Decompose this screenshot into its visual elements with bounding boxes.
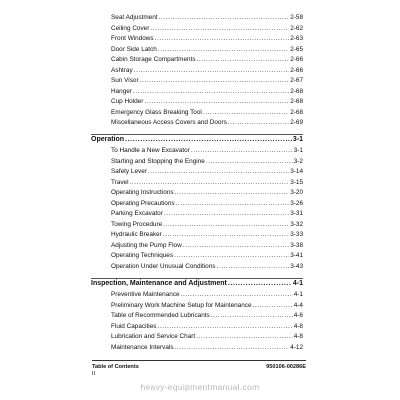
leader-dots: [150, 25, 289, 33]
toc-entry-title: Seat Adjustment: [111, 14, 158, 21]
toc-entry-page: 2-69: [290, 119, 303, 126]
toc-entry-page: 3-33: [290, 231, 303, 238]
toc-entry-title: Operating Instructions: [111, 189, 174, 196]
toc-entry-title: Hydraulic Breaker: [111, 231, 162, 238]
toc-entry: [111, 35, 303, 43]
toc-entry-title: Operating Techniques: [111, 252, 174, 259]
toc-entry-page: 3-38: [290, 241, 303, 249]
section-title: Operation: [91, 136, 125, 143]
toc-entry-page: 3-14: [290, 168, 303, 175]
toc-entry: [111, 56, 303, 64]
section-divider: [91, 278, 303, 279]
toc-entry: [111, 14, 303, 22]
leader-dots: [134, 67, 290, 75]
toc-section-heading: [91, 136, 303, 144]
leader-dots: [203, 109, 289, 117]
toc-entry: [111, 88, 303, 96]
page-footer: [92, 360, 306, 377]
toc-entry-title: Parking Excavator: [111, 210, 163, 217]
leader-dots: [183, 242, 290, 250]
toc-entry: [111, 252, 303, 260]
toc-entry-page: 2-68: [290, 98, 303, 105]
toc-entry-title: Operating Precautions: [111, 199, 175, 207]
toc-entry-title: Ceiling Cover: [111, 24, 150, 32]
leader-dots: [174, 252, 289, 260]
toc-entry-page: 3-32: [290, 220, 303, 228]
leader-dots: [176, 200, 290, 208]
toc-entry: [111, 25, 303, 33]
toc-entry: [111, 179, 303, 187]
toc-entry-page: 2-65: [290, 45, 303, 53]
toc-entry-page: 4-6: [293, 312, 303, 319]
leader-dots: [228, 280, 292, 288]
leader-dots: [163, 221, 289, 229]
toc-entry-page: 3-15: [290, 178, 303, 186]
toc-entry: [111, 302, 303, 310]
toc-entry-page: 3-2: [293, 157, 303, 165]
leader-dots: [181, 291, 293, 299]
toc-entry-page: 3-26: [290, 199, 303, 207]
leader-dots: [158, 46, 289, 54]
toc-entry: [111, 221, 303, 229]
toc-entry-page: 3-1: [293, 147, 303, 154]
toc-entry: [111, 312, 303, 320]
toc-entry: [111, 168, 303, 176]
toc-entry-page: 3-43: [290, 262, 303, 270]
toc-entry-page: 4-8: [293, 333, 303, 340]
leader-dots: [144, 98, 289, 106]
toc-entry: [111, 98, 303, 106]
toc-entry-title: Adjusting the Pump Flow: [111, 241, 182, 249]
toc-entry-page: 2-66: [290, 56, 303, 63]
toc-entry: [111, 77, 303, 85]
toc-entry: [111, 231, 303, 239]
toc-entry-page: 3-31: [290, 210, 303, 217]
leader-dots: [130, 179, 290, 187]
toc-entry-title: Sun Visor: [111, 77, 139, 84]
toc-entry-page: 2-67: [290, 77, 303, 84]
toc-entry-title: Fluid Capacities: [111, 322, 157, 330]
toc-entry-title: Lubrication and Service Chart: [111, 333, 196, 340]
toc-entry: [111, 242, 303, 250]
toc-entry: [111, 189, 303, 197]
leader-dots: [206, 158, 293, 166]
section-divider: [91, 134, 303, 135]
toc-entry: [111, 323, 303, 331]
toc-entry-title: Front Windows: [111, 35, 154, 42]
leader-dots: [125, 136, 292, 144]
toc-entry-title: Hanger: [111, 87, 132, 95]
toc-entry-page: 2-68: [290, 87, 303, 95]
toc-entry: [111, 344, 303, 352]
toc-entry-page: 2-66: [290, 66, 303, 74]
toc-entry-page: 4-4: [293, 301, 303, 309]
toc-entry-title: Table of Recommended Lubricants: [111, 312, 210, 319]
toc-entry-page: 4-1: [293, 291, 303, 298]
toc-entry-title: Towing Procedure: [111, 220, 163, 228]
toc-entry: [111, 263, 303, 271]
footer-title: Table of Contents: [92, 364, 139, 370]
toc-entry: [111, 291, 303, 299]
leader-dots: [140, 77, 290, 85]
footer-page-number: II: [92, 371, 96, 377]
toc-section-heading: [91, 280, 303, 288]
leader-dots: [155, 35, 290, 43]
toc-entry-page: 4-8: [293, 322, 303, 330]
toc-entry: [111, 333, 303, 341]
toc-entry: [111, 67, 303, 75]
leader-dots: [253, 302, 293, 310]
toc-entry-page: 2-63: [290, 35, 303, 42]
leader-dots: [148, 168, 289, 176]
leader-dots: [197, 56, 290, 64]
toc-entry-title: Ashtray: [111, 66, 133, 74]
toc-entry-title: Emergency Glass Breaking Tool: [111, 108, 202, 116]
toc-entry: [111, 158, 303, 166]
toc-entry-title: Safety Lever: [111, 168, 147, 175]
toc-entry-page: 2-58: [290, 14, 303, 21]
toc-entry-page: 4-12: [290, 343, 303, 351]
toc-entry-title: Maintenance Intervals: [111, 343, 174, 351]
leader-dots: [175, 344, 290, 352]
toc-entry: [111, 109, 303, 117]
toc-entry: [111, 210, 303, 218]
toc-entry-page: 3-20: [290, 189, 303, 196]
leader-dots: [216, 263, 289, 271]
toc-entry: [111, 46, 303, 54]
toc-entry-title: Miscellaneous Access Covers and Doors: [111, 119, 227, 126]
leader-dots: [175, 189, 290, 197]
toc-entry: [111, 147, 303, 155]
section-title: Inspection, Maintenance and Adjustment: [91, 280, 227, 287]
toc-entry-title: Cup Holder: [111, 98, 144, 105]
toc-entry-title: Operation Under Unusual Conditions: [111, 262, 216, 270]
toc-entry-title: Preliminary Work Machine Setup for Maintenance: [111, 301, 252, 309]
leader-dots: [157, 323, 292, 331]
toc-entry-page: 2-68: [290, 108, 303, 116]
toc-entry-title: Travel: [111, 178, 129, 186]
toc-entry-title: Starting and Stopping the Engine: [111, 157, 205, 165]
leader-dots: [211, 312, 293, 320]
toc-entry-title: Door Side Latch: [111, 45, 157, 53]
toc-entry-page: 3-41: [290, 252, 303, 259]
leader-dots: [228, 119, 289, 127]
toc-entry-title: Preventive Maintenance: [111, 291, 180, 298]
section-page: 4-1: [292, 280, 303, 287]
toc-entry: [111, 200, 303, 208]
leader-dots: [196, 333, 293, 341]
leader-dots: [159, 14, 290, 22]
toc-entry-page: 2-62: [290, 24, 303, 32]
toc-entry-title: To Handle a New Excavator: [111, 147, 190, 154]
toc-entry: [111, 119, 303, 127]
leader-dots: [191, 147, 293, 155]
footer-document-number: 950106-00286E: [266, 364, 306, 370]
leader-dots: [133, 88, 289, 96]
leader-dots: [164, 210, 289, 218]
leader-dots: [163, 231, 289, 239]
section-page: 3-1: [292, 136, 303, 143]
watermark-text: heavy-equipmentmanual.com: [140, 382, 260, 392]
toc-entry-title: Cabin Storage Compartments: [111, 56, 196, 63]
